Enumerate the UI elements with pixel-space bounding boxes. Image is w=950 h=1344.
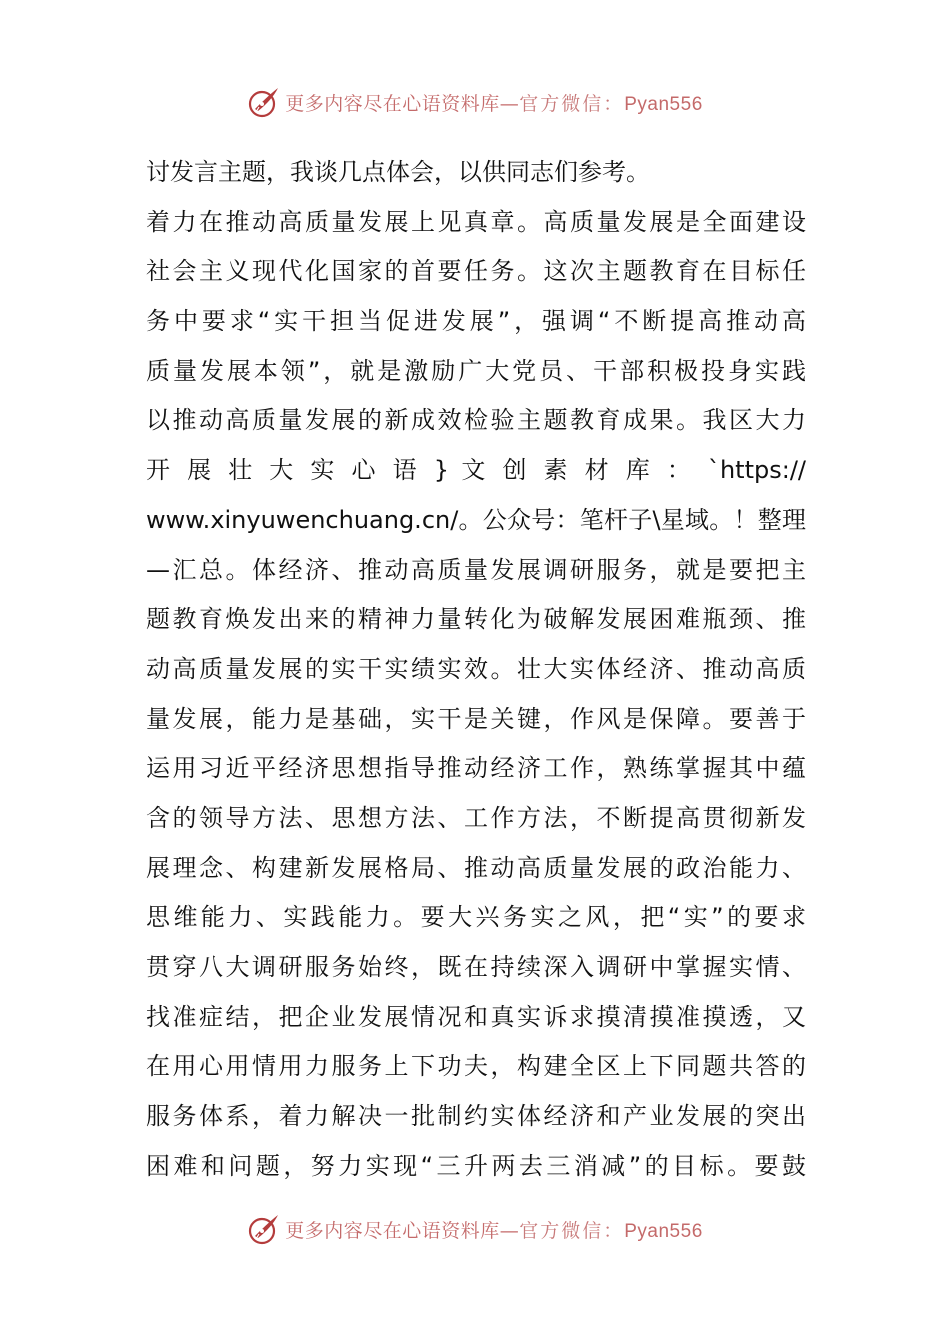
banner-official-label: 官方微信： [519, 1219, 625, 1242]
text-line-20: 服务体系，着力解决一批制约实体经济和产业发展的突出 [146, 1102, 806, 1131]
quill-pen-logo-icon [247, 85, 281, 119]
text-line-5: 质量发展本领”，就是激励广大党员、干部积极投身实践 [146, 356, 806, 385]
text-line-6: 以推动高质量发展的新成效检验主题教育成果。我区大力 [146, 406, 806, 435]
banner-brand: 更多内容尽在心语资料库 [285, 92, 500, 115]
banner-dash: — [499, 92, 520, 115]
text-line-10: 题教育焕发出来的精神力量转化为破解发展困难瓶颈、推 [146, 605, 806, 634]
banner-dash: — [499, 1219, 520, 1242]
footer-banner [0, 1211, 950, 1247]
text-line-4: 务中要求“实干担当促进发展”，强调“不断提高推动高 [146, 307, 806, 336]
text-line-17: 贯穿八大调研服务始终，既在持续深入调研中掌握实情、 [146, 953, 806, 981]
text-line-11: 动高质量发展的实干实绩实效。壮大实体经济、推动高质 [146, 654, 806, 683]
banner-brand: 更多内容尽在心语资料库 [285, 1219, 500, 1242]
banner-official-label: 官方微信： [519, 92, 625, 115]
text-line-1: 讨发言主题，我谈几点体会，以供同志们参考。 [146, 158, 650, 186]
text-line-2: 着力在推动高质量发展上见真章。高质量发展是全面建设 [146, 207, 806, 236]
text-line-15: 展理念、构建新发展格局、推动高质量发展的政治能力、 [146, 853, 806, 882]
text-line-21: 困难和问题，努力实现“三升两去三消减”的目标。要鼓 [146, 1151, 806, 1180]
document-body [146, 148, 806, 1191]
header-banner [0, 84, 950, 120]
text-line-14: 含的领导方法、思想方法、工作方法，不断提高贯彻新发 [146, 803, 806, 832]
quill-pen-logo-icon [247, 1212, 281, 1246]
text-line-9: —汇总。体经济、推动高质量发展调研服务，就是要把主 [146, 555, 806, 584]
text-line-8: www.xinyuwenchuang.cn/。公众号：笔杆子\星域。！整理 [146, 505, 806, 534]
text-line-18: 找准症结，把企业发展情况和真实诉求摸清摸准摸透，又 [146, 1002, 806, 1031]
text-line-16: 思维能力、实践能力。要大兴务实之风，把“实”的要求 [146, 903, 806, 932]
text-line-3: 社会主义现代化国家的首要任务。这次主题教育在目标任 [146, 257, 806, 286]
text-line-19: 在用心用情用力服务上下功夫，构建全区上下同题共答的 [146, 1052, 806, 1081]
text-line-12: 量发展，能力是基础，实干是关键，作风是保障。要善于 [146, 704, 806, 733]
banner-wechat-id: Pyan556 [624, 1220, 703, 1242]
banner-wechat-id: Pyan556 [624, 93, 703, 115]
banner-text [285, 89, 703, 116]
text-line-7: 开 展 壮 大 实 心 语 } 文 创 素 材 库 ： `https:// [146, 456, 806, 485]
text-line-13: 运用习近平经济思想指导推动经济工作，熟练掌握其中蕴 [146, 754, 806, 783]
banner-text [285, 1216, 703, 1243]
